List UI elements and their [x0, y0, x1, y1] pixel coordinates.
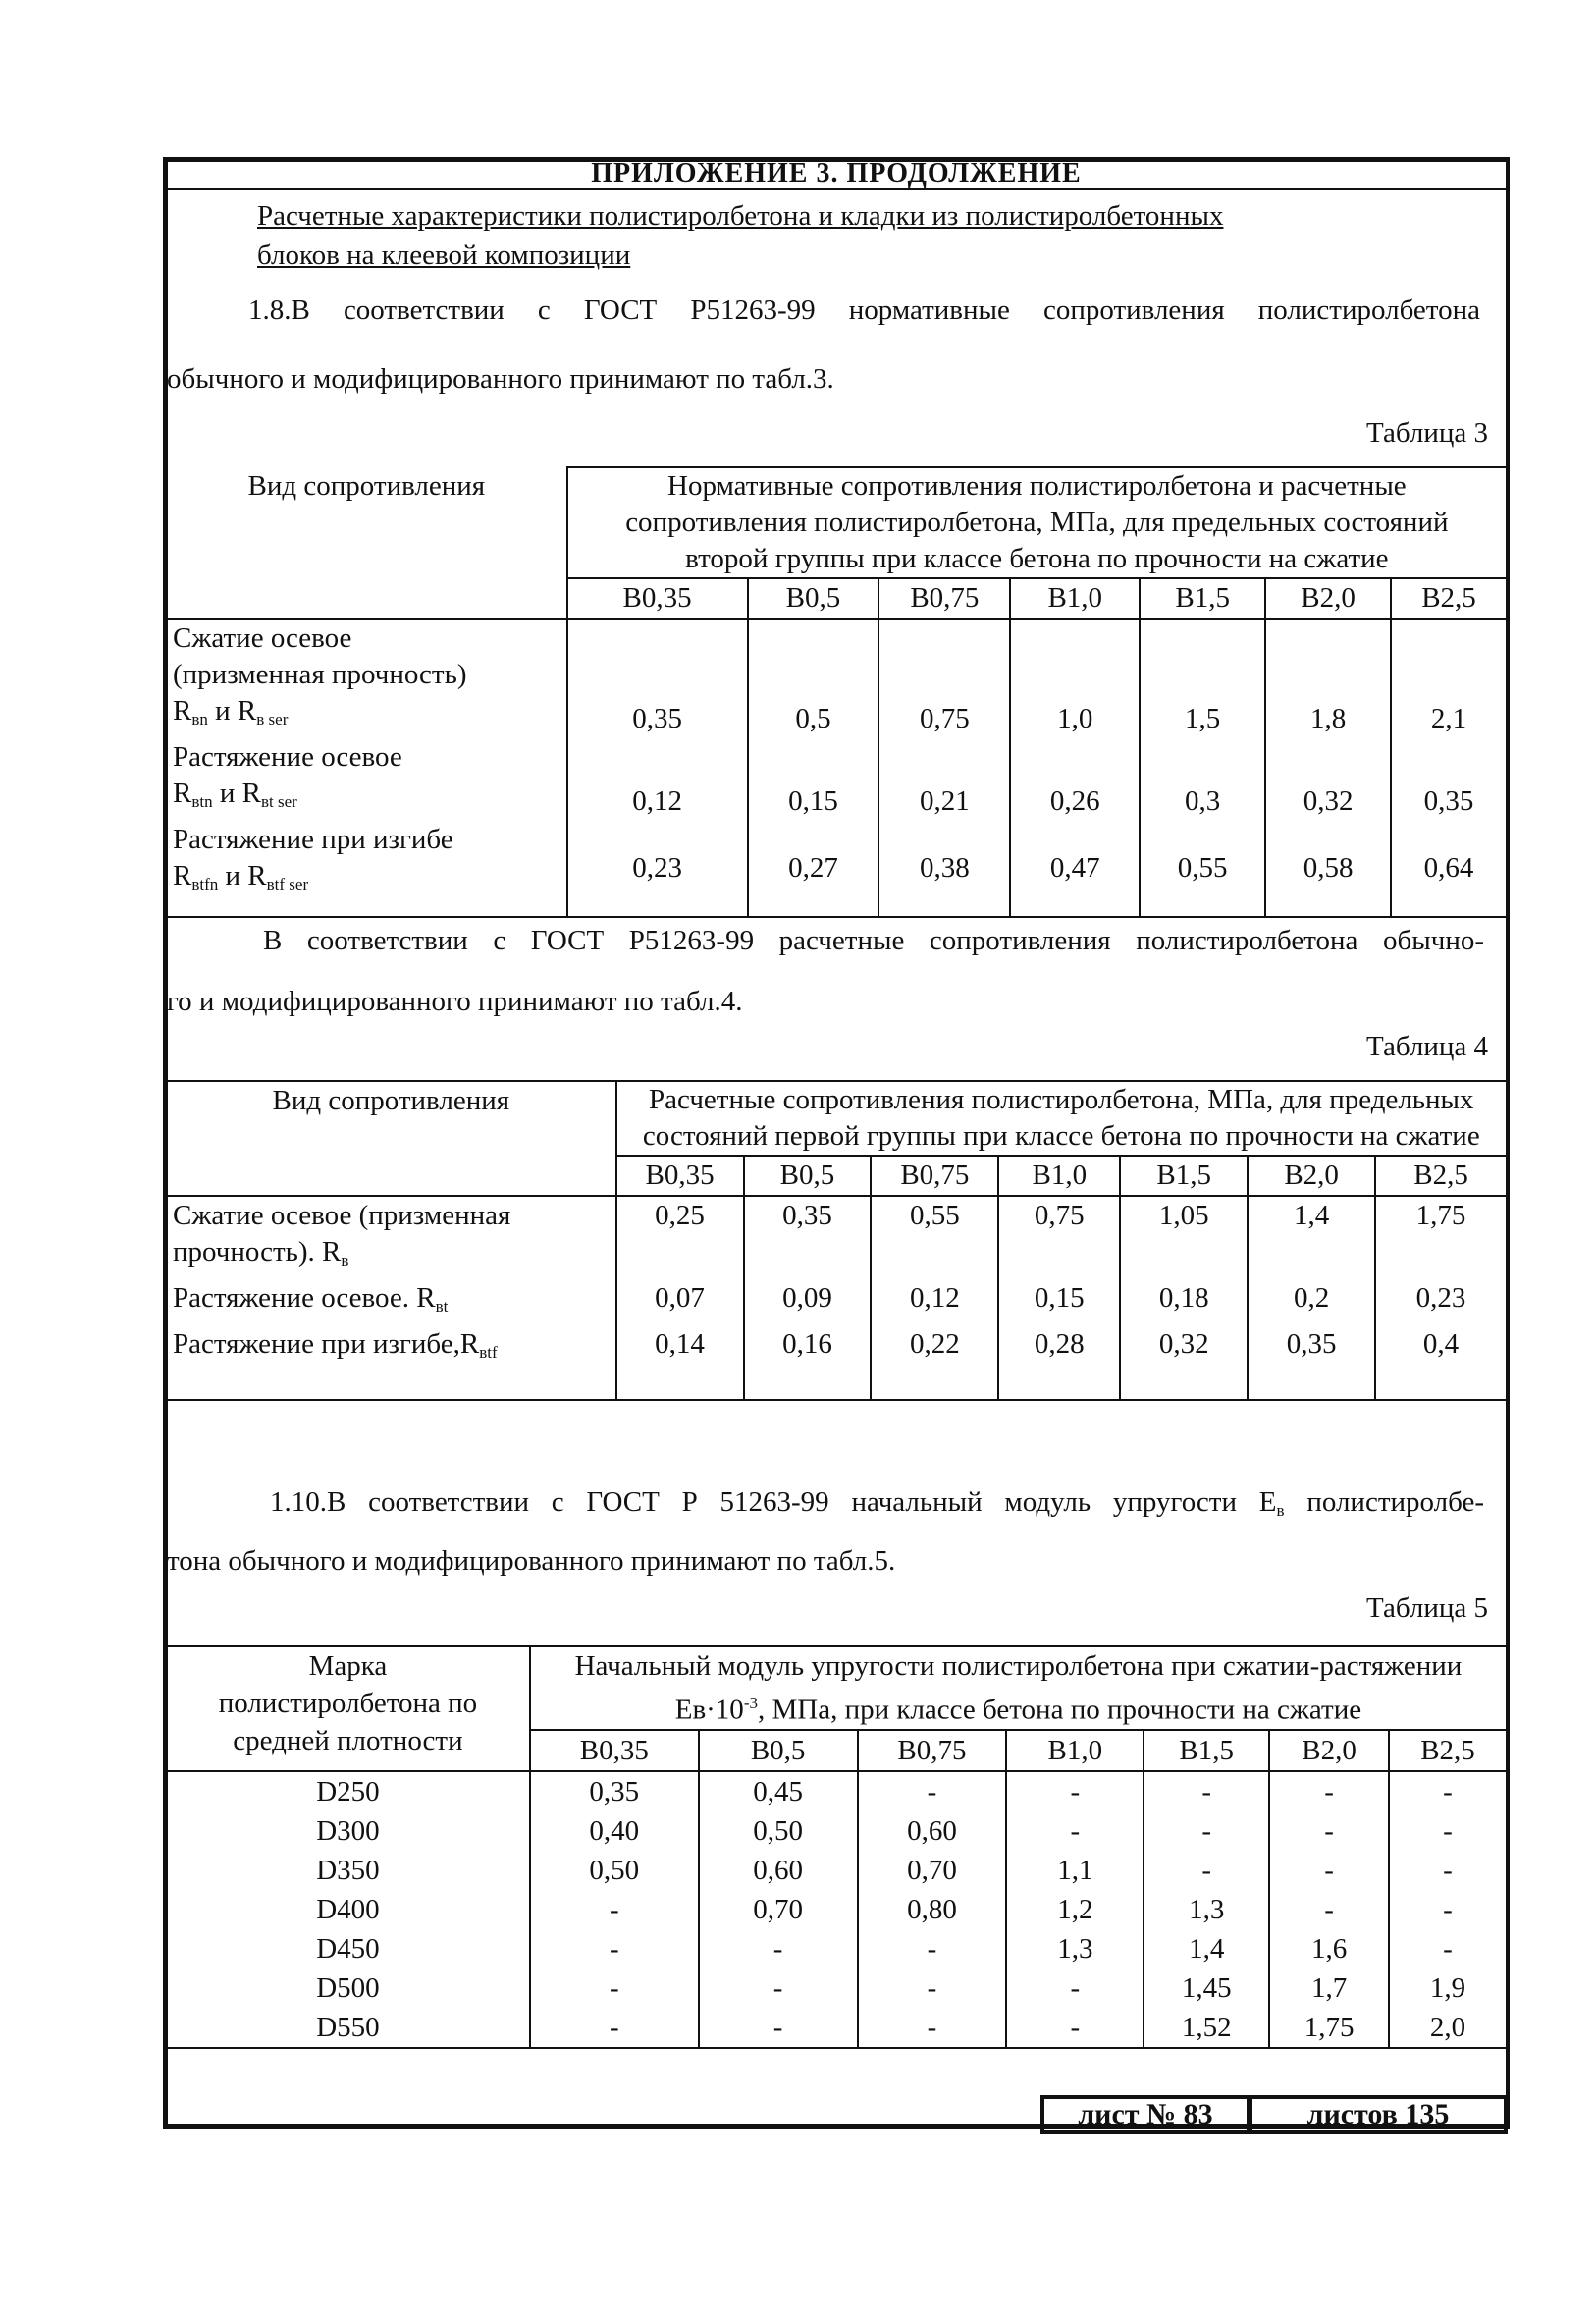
- paragraph-table-4-intro: [263, 921, 1484, 960]
- table-5-cell: 1,52: [1144, 2008, 1269, 2048]
- table-5-cell: -: [530, 1929, 699, 1968]
- symbol: $R_{вtn}$ и $R_{вt ser}$: [173, 778, 297, 811]
- table-5-cell: -: [1144, 1811, 1269, 1851]
- table-3-cell: 1,8: [1265, 619, 1391, 738]
- table-3-cell: 0,38: [878, 821, 1010, 917]
- paragraph-t4-line-1: В соответствии с ГОСТ Р51263-99 расчетные сопротивления полистиролбетона обычно-: [263, 925, 1484, 956]
- table-4-header-kind: Вид сопротивления: [167, 1081, 616, 1196]
- table-4-cell: 0,35: [744, 1196, 872, 1279]
- table-5-cell: -: [1389, 1771, 1507, 1811]
- table-5-cell: -: [1269, 1851, 1389, 1890]
- table-3-cell: 0,35: [1391, 738, 1507, 821]
- table-5-row: [167, 1851, 1507, 1890]
- table-4-cell: 0,15: [998, 1279, 1120, 1325]
- table-5-grade: D550: [167, 2008, 530, 2048]
- table-3-row-label: [167, 619, 567, 738]
- table-5-class: В1,0: [1006, 1730, 1144, 1771]
- table-5-row: [167, 1929, 1507, 1968]
- table-3-header-kind: Вид сопротивления: [167, 467, 567, 619]
- paragraph-1-10-line-1b: полистиролбе-: [1284, 1486, 1484, 1518]
- paragraph-1-10-line-1a: 1.10.В соответствии с ГОСТ Р 51263-99 начальный модуль упругости Е: [270, 1486, 1277, 1518]
- paragraph-1-8-line-1: 1.8.В соответствии с ГОСТ Р51263-99 нормативные сопротивления полистиролбетона: [248, 295, 1480, 326]
- table-5-cell: 0,50: [699, 1811, 858, 1851]
- row-label-line: Растяжение при изгибе: [173, 824, 453, 855]
- table-4-row-label: Растяжение при $изгибе,R_{вtf}$: [167, 1325, 616, 1400]
- table-3-cell: 0,21: [878, 738, 1010, 821]
- table-5-grade: D500: [167, 1968, 530, 2008]
- paragraph-1-10: [270, 1483, 1484, 1531]
- table-5-cell: 1,45: [1144, 1968, 1269, 2008]
- table-3-cell: 0,23: [567, 821, 748, 917]
- table-3-class: В0,35: [567, 578, 748, 619]
- table-4-class: В2,5: [1375, 1156, 1507, 1196]
- table-5-cell: -: [1006, 1968, 1144, 2008]
- table-5-row: [167, 1771, 1507, 1811]
- table-4-row-label: Растяжение осевое. $R_{вt}$: [167, 1279, 616, 1325]
- table-5-cell: -: [1389, 1811, 1507, 1851]
- table-5-cell: -: [530, 1890, 699, 1929]
- table-4-cell: 0,16: [744, 1325, 872, 1400]
- table-4-class: В0,75: [871, 1156, 998, 1196]
- paragraph-1-10-line-2: тона обычного и модифицированного принимают по табл.5.: [167, 1545, 896, 1577]
- table-4-cell: 0,2: [1248, 1279, 1375, 1325]
- table-4-cell: 1,4: [1248, 1196, 1375, 1279]
- table-4-cell: 0,23: [1375, 1279, 1507, 1325]
- table-5-cell: 1,1: [1006, 1851, 1144, 1890]
- table-5-cell: 0,45: [699, 1771, 858, 1811]
- table-3-cell: 0,3: [1140, 738, 1265, 821]
- table-5-cell: -: [1389, 1890, 1507, 1929]
- table-4-class: В1,0: [998, 1156, 1120, 1196]
- table-4-group-header: Расчетные сопротивления полистиролбетона, МПа, для предельных состояний первой группы при классе бетона по прочности на сжатие: [616, 1081, 1507, 1156]
- table-3-cell: 1,0: [1010, 619, 1140, 738]
- table-5-group-header: Начальный модуль упругости полистиролбетона при сжатии-растяжении $Ев\cdot 10^{-3}$, МПа, при классе бетона по прочности на сжатие: [530, 1646, 1507, 1730]
- table-4-cell: 0,09: [744, 1279, 872, 1325]
- table-4-cell: 0,55: [871, 1196, 998, 1279]
- table-3-cell: 0,32: [1265, 738, 1391, 821]
- table-3-cell: 0,58: [1265, 821, 1391, 917]
- sheet-number: лист № 83: [1040, 2095, 1250, 2134]
- table-5-cell: -: [1006, 1771, 1144, 1811]
- table-5-grade: D450: [167, 1929, 530, 1968]
- table-5-row: [167, 1890, 1507, 1929]
- table-4-class: В0,5: [744, 1156, 872, 1196]
- table-3-cell: 0,27: [748, 821, 879, 917]
- table-4-cell: 1,75: [1375, 1196, 1507, 1279]
- table-5-grade: D250: [167, 1771, 530, 1811]
- table-5-cell: -: [699, 2008, 858, 2048]
- table-5-cell: -: [1389, 1929, 1507, 1968]
- table-5-class: В2,5: [1389, 1730, 1507, 1771]
- table-5-cell: 1,9: [1389, 1968, 1507, 2008]
- table-5-row: [167, 2008, 1507, 2048]
- table-5-cell: 1,4: [1144, 1929, 1269, 1968]
- table-5-cell: 2,0: [1389, 2008, 1507, 2048]
- table-5-cell: 1,6: [1269, 1929, 1389, 1968]
- table-3-cell: 0,47: [1010, 821, 1140, 917]
- table-5-class: В2,0: [1269, 1730, 1389, 1771]
- table-3-class: В2,5: [1391, 578, 1507, 619]
- page-title: ПРИЛОЖЕНИЕ 3. ПРОДОЛЖЕНИЕ: [163, 157, 1510, 190]
- caption-line-1: Расчетные характеристики полистиролбетона и кладки из полистиролбетонных: [257, 200, 1224, 232]
- symbol: $R_{вn}$ и $R_{в ser}$: [173, 695, 289, 728]
- table-5-cell: 0,80: [858, 1890, 1007, 1929]
- table-4-cell: 0,35: [1248, 1325, 1375, 1400]
- table-5-cell: 1,3: [1006, 1929, 1144, 1968]
- table-5-cell: -: [1144, 1851, 1269, 1890]
- table-5-cell: -: [1269, 1771, 1389, 1811]
- table-4-class: В2,0: [1248, 1156, 1375, 1196]
- table-3-cell: 1,5: [1140, 619, 1265, 738]
- table-5-cell: 0,60: [699, 1851, 858, 1890]
- table-3-cell: 0,12: [567, 738, 748, 821]
- table-4-cell: 0,14: [616, 1325, 744, 1400]
- table-3-cell: 0,15: [748, 738, 879, 821]
- table-5-cell: 0,70: [699, 1890, 858, 1929]
- table-5-class: В1,5: [1144, 1730, 1269, 1771]
- table-3-cell: 2,1: [1391, 619, 1507, 738]
- sheets-total: листов 135: [1249, 2095, 1508, 2134]
- paragraph-1-10-cont: [167, 1541, 1443, 1581]
- table-5-row: [167, 1811, 1507, 1851]
- table-5-cell: -: [1144, 1771, 1269, 1811]
- table-3-group-header: Нормативные сопротивления полистиролбетона и расчетные сопротивления полистиролбетона, МПа, для предельных состояний второй группы при классе бетона по прочности на сжатие: [567, 467, 1507, 578]
- caption-line-2: блоков на клеевой композиции: [257, 240, 631, 271]
- table-4-cell: 0,22: [871, 1325, 998, 1400]
- table-4-name: Таблица 4: [1365, 1031, 1488, 1062]
- table-5-cell: 1,3: [1144, 1890, 1269, 1929]
- table-5-cell: -: [699, 1929, 858, 1968]
- table-4-cell: 0,25: [616, 1196, 744, 1279]
- table-5-cell: -: [1269, 1811, 1389, 1851]
- table-5-cell: 1,75: [1269, 2008, 1389, 2048]
- row-label-line: (призменная прочность): [173, 659, 467, 690]
- table-3: [167, 466, 1508, 918]
- row-label-line: Сжатие осевое: [173, 622, 352, 654]
- paragraph-t4-line-2: го и модифицированного принимают по табл.4.: [167, 986, 743, 1017]
- table-4-cell: 0,12: [871, 1279, 998, 1325]
- table-3-cell: 0,5: [748, 619, 879, 738]
- paragraph-table-4-cont: [167, 982, 1443, 1021]
- table-5-grade: D300: [167, 1811, 530, 1851]
- table-5-grade: D400: [167, 1890, 530, 1929]
- table-5-class: В0,75: [858, 1730, 1007, 1771]
- table-3-row-label: [167, 821, 567, 917]
- row-label-line: Растяжение осевое: [173, 741, 402, 773]
- table-5-cell: -: [858, 1968, 1007, 2008]
- section-caption: [257, 196, 1435, 275]
- symbol: $R_{вtfn}$ и $R_{вtf ser}$: [173, 860, 309, 893]
- table-3-name: Таблица 3: [1365, 417, 1488, 449]
- table-3-row-label: [167, 738, 567, 821]
- table-5-class: В0,35: [530, 1730, 699, 1771]
- paragraph-1-10-sub: в: [1276, 1501, 1285, 1520]
- table-5-cell: -: [858, 1771, 1007, 1811]
- table-3-cell: 0,75: [878, 619, 1010, 738]
- table-4-cell: 0,28: [998, 1325, 1120, 1400]
- table-5-cell: -: [1269, 1890, 1389, 1929]
- table-5-cell: 0,60: [858, 1811, 1007, 1851]
- table-5-cell: -: [1006, 1811, 1144, 1851]
- table-5-cell: -: [858, 2008, 1007, 2048]
- table-4-cell: 0,18: [1120, 1279, 1248, 1325]
- table-4-cell: 0,4: [1375, 1325, 1507, 1400]
- table-5-cell: 0,35: [530, 1771, 699, 1811]
- table-5-cell: 1,2: [1006, 1890, 1144, 1929]
- table-3-class: В1,0: [1010, 578, 1140, 619]
- table-5-cell: -: [530, 1968, 699, 2008]
- table-3-cell: 0,35: [567, 619, 748, 738]
- table-5-header-grade: Марка полистиролбетона по средней плотности: [167, 1646, 530, 1771]
- table-4-cell: 0,32: [1120, 1325, 1248, 1400]
- table-5-cell: -: [1389, 1851, 1507, 1890]
- table-5-cell: 1,7: [1269, 1968, 1389, 2008]
- table-5-grade: D350: [167, 1851, 530, 1890]
- table-3-class: В1,5: [1140, 578, 1265, 619]
- table-4-row-label: Сжатие осевое (призменная прочность). $R_в$: [167, 1196, 616, 1279]
- table-5-cell: -: [530, 2008, 699, 2048]
- table-3-cell: 0,55: [1140, 821, 1265, 917]
- table-5: [167, 1645, 1508, 2049]
- table-3-cell: 0,64: [1391, 821, 1507, 917]
- paragraph-1-8-cont: [167, 359, 1443, 399]
- table-5-name: Таблица 5: [1365, 1592, 1488, 1624]
- table-5-class: В0,5: [699, 1730, 858, 1771]
- table-5-cell: -: [858, 1929, 1007, 1968]
- table-5-cell: -: [1006, 2008, 1144, 2048]
- table-3-class: В2,0: [1265, 578, 1391, 619]
- table-3-class: В0,75: [878, 578, 1010, 619]
- table-4-cell: 1,05: [1120, 1196, 1248, 1279]
- paragraph-1-8: [248, 291, 1480, 330]
- table-4-class: В1,5: [1120, 1156, 1248, 1196]
- table-5-cell: 0,70: [858, 1851, 1007, 1890]
- paragraph-1-8-line-2: обычного и модифицированного принимают по табл.3.: [167, 363, 834, 395]
- table-5-cell: 0,40: [530, 1811, 699, 1851]
- table-4-class: В0,35: [616, 1156, 744, 1196]
- table-4-cell: 0,07: [616, 1279, 744, 1325]
- table-3-cell: 0,26: [1010, 738, 1140, 821]
- table-5-row: [167, 1968, 1507, 2008]
- table-5-cell: 0,50: [530, 1851, 699, 1890]
- table-3-class: В0,5: [748, 578, 879, 619]
- table-4: [167, 1080, 1508, 1401]
- table-4-cell: 0,75: [998, 1196, 1120, 1279]
- table-5-cell: -: [699, 1968, 858, 2008]
